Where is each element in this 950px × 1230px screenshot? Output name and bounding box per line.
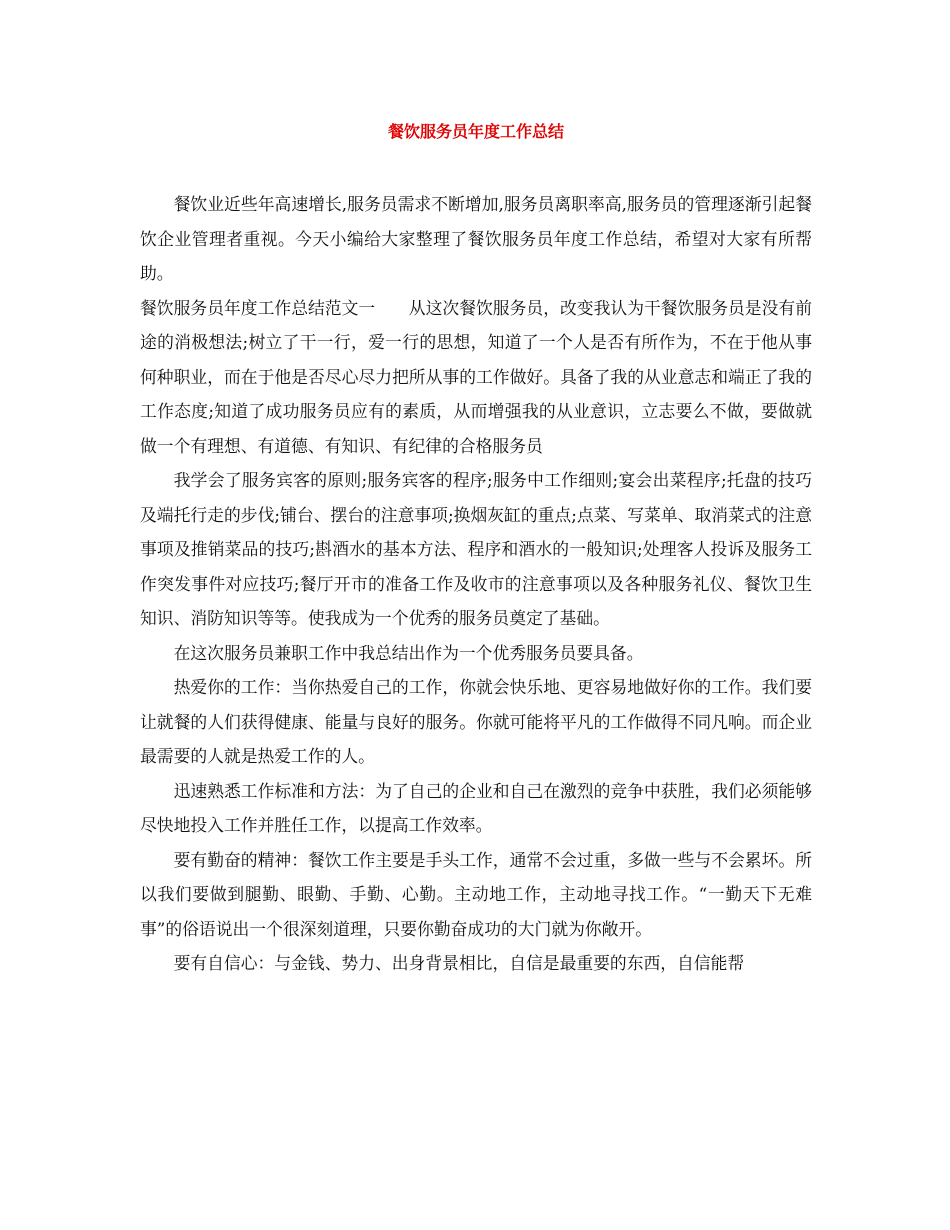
paragraph-skills-learned: 我学会了服务宾客的原则;服务宾客的程序;服务中工作细则;宴会出菜程序;托盘的技巧及端托行走的步伐;铺台、摆台的注意事项;换烟灰缸的重点;点菜、写菜单、取消菜式的注意事项及推销菜品的技巧;斟酒水的基本方法、程序和酒水的一般知识;处理客人投诉及服务工作突发事件对应技巧;餐厅开市的准备工作及收市的注意事项以及各种服务礼仪、餐饮卫生知识、消防知识等等。使我成为一个优秀的服务员奠定了基础。 <box>140 470 812 628</box>
document-title: 餐饮服务员年度工作总结 <box>387 122 564 141</box>
paragraph-summary-lead: 在这次服务员兼职工作中我总结出作为一个优秀服务员要具备。 <box>173 642 644 663</box>
paragraph-diligence: 要有勤奋的精神：餐饮工作主要是手头工作，通常不会过重，多做一些与不会累坏。所以我们要做到腿勤、眼勤、手勤、心勤。主动地工作，主动地寻找工作。“一勤天下无难事”的俗语说出一个很深刻道理，只要你勤奋成功的大门就为你敞开。 <box>140 849 812 939</box>
paragraph-love-work: 热爱你的工作：当你热爱自己的工作，你就会快乐地、更容易地做好你的工作。我们要让就餐的人们获得健康、能量与良好的服务。你就可能将平凡的工作做得不同凡响。而企业最需要的人就是热爱工作的人。 <box>140 677 812 766</box>
paragraph-familiarize: 迅速熟悉工作标准和方法：为了自己的企业和自己在激烈的竞争中获胜，我们必须能够尽快地投入工作并胜任工作，以提高工作效率。 <box>140 780 812 835</box>
paragraph-sample-one: 餐饮服务员年度工作总结范文一 从这次餐饮服务员，改变我认为干餐饮服务员是没有前途的消极想法;树立了干一行，爱一行的思想，知道了一个人是否有所作为，不在于他从事何种职业，而在于他是否尽心尽力把所从事的工作做好。具备了我的从业意志和端正了我的工作态度;知道了成功服务员应有的素质，从而增强我的从业意识，立志要么不做，要做就做一个有理想、有道德、有知识、有纪律的合格服务员 <box>140 297 812 456</box>
document-page <box>140 120 812 981</box>
paragraph-intro: 餐饮业近些年高速增长,服务员需求不断增加,服务员离职率高,服务员的管理逐渐引起餐饮企业管理者重视。今天小编给大家整理了餐饮服务员年度工作总结，希望对大家有所帮助。 <box>140 194 812 283</box>
paragraph-confidence: 要有自信心：与金钱、势力、出身背景相比，自信是最重要的东西，自信能帮 <box>173 953 745 973</box>
document-body <box>140 187 812 981</box>
